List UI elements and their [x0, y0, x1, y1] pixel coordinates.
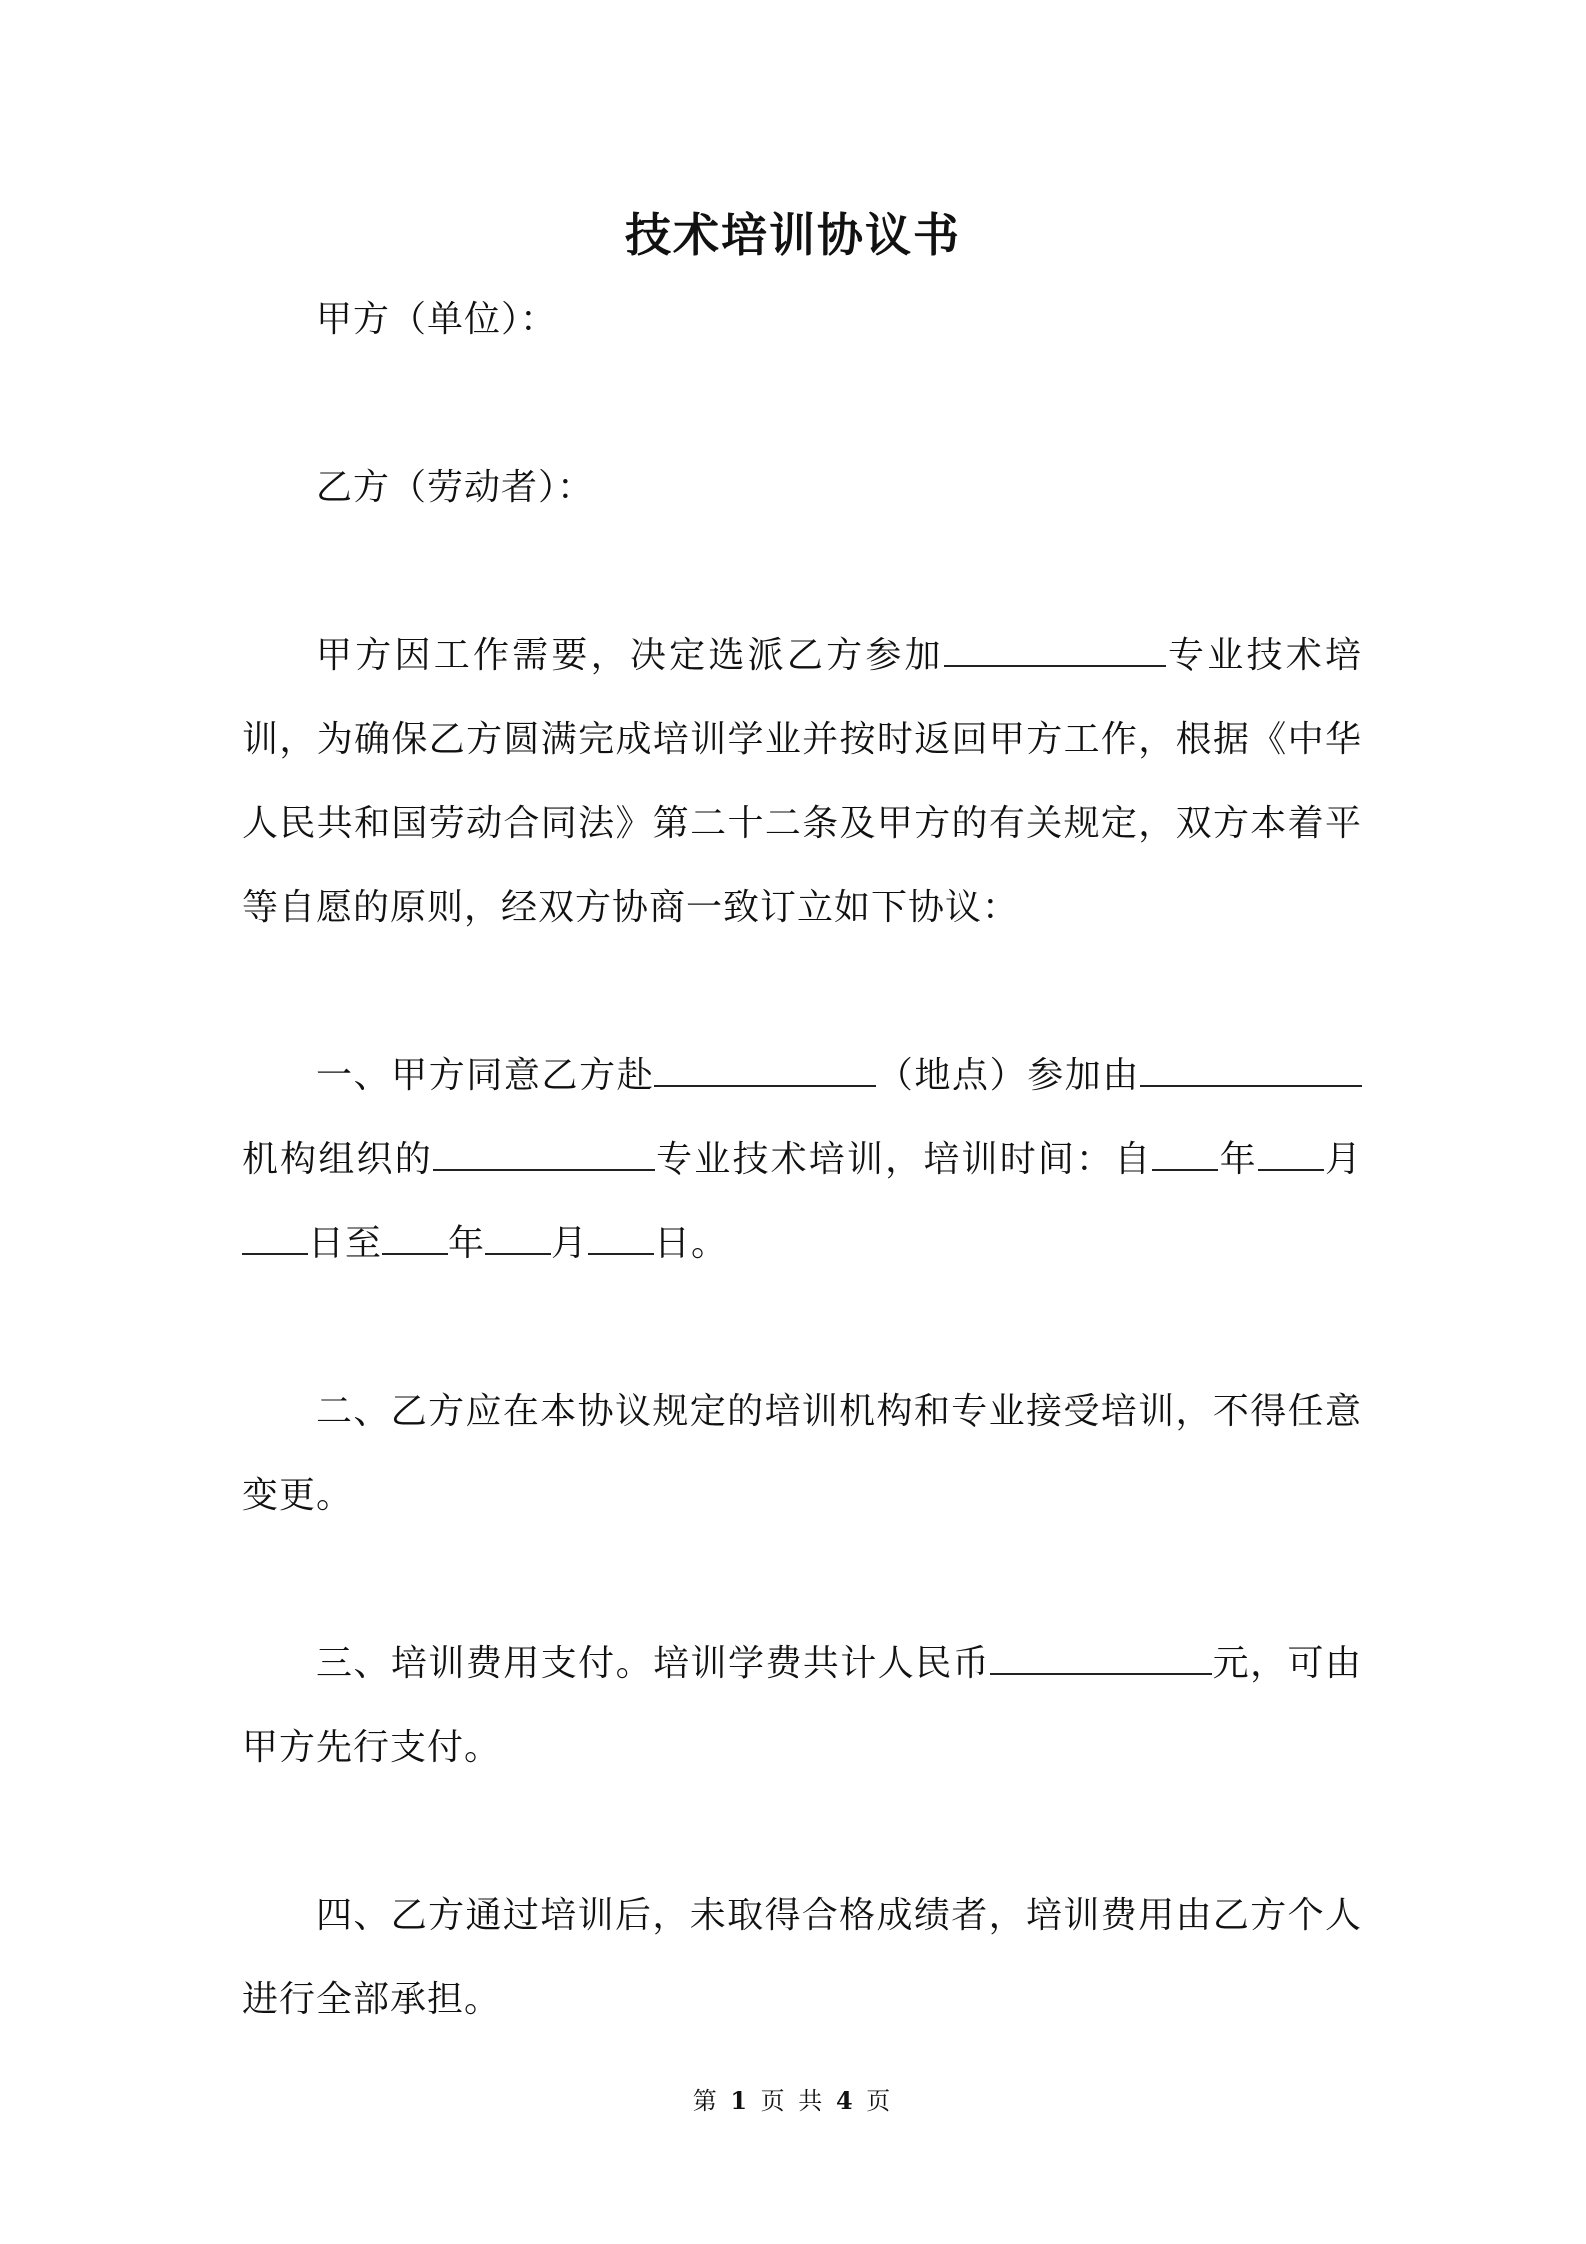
- footer-suffix: 页: [866, 2087, 894, 2115]
- clause-1-paragraph: [242, 1034, 1362, 1286]
- start-year-blank[interactable]: [1152, 1133, 1218, 1171]
- intro-text-1: 甲方因工作需要，决定选派乙方参加: [316, 635, 944, 676]
- party-a-line: 甲方（单位）：: [316, 299, 558, 340]
- clause-2-paragraph: 二、乙方应在本协议规定的培训机构和专业接受培训，不得任意变更。: [242, 1391, 1362, 1516]
- specialty-blank[interactable]: [433, 1133, 655, 1171]
- clause-3-paragraph: [242, 1622, 1362, 1790]
- organizer-blank[interactable]: [1140, 1049, 1362, 1087]
- clause-3-text-1: 三、培训费用支付。培训学费共计人民币: [316, 1643, 991, 1684]
- end-year-blank[interactable]: [382, 1217, 448, 1255]
- footer-mid: 页 共: [760, 2087, 826, 2115]
- clause-1-text-6: 月: [1323, 1139, 1362, 1180]
- intro-paragraph: [242, 614, 1362, 950]
- fee-amount-blank[interactable]: [990, 1637, 1212, 1675]
- clause-1-text-8: 年: [448, 1223, 486, 1264]
- clause-3-text-2: 元，可由甲方先行支付。: [242, 1643, 1362, 1768]
- clause-1-text-9: 月: [551, 1223, 589, 1264]
- training-major-blank[interactable]: [944, 629, 1166, 667]
- clause-1-text-2: （地点）参加由: [876, 1055, 1140, 1096]
- clause-1-text-7: 日至: [308, 1223, 383, 1264]
- clause-1-text-10: 日。: [654, 1223, 729, 1264]
- clause-1-text-5: 年: [1218, 1139, 1258, 1180]
- intro-text-2: 专业技术培训，为确保乙方圆满完成培训学业并按时返回甲方工作，根据《中华人民共和国劳动合同法》第二十二条及甲方的有关规定，双方本着平等自愿的原则，经双方协商一致订立如下协议：: [242, 635, 1362, 928]
- start-day-blank[interactable]: [242, 1217, 308, 1255]
- end-day-blank[interactable]: [588, 1217, 654, 1255]
- footer-prefix: 第: [692, 2087, 720, 2115]
- clause-4-paragraph: 四、乙方通过培训后，未取得合格成绩者，培训费用由乙方个人进行全部承担。: [242, 1895, 1362, 2020]
- clause-1-text-4: 专业技术培训，培训时间：自: [654, 1139, 1153, 1180]
- end-month-blank[interactable]: [485, 1217, 551, 1255]
- location-blank[interactable]: [654, 1049, 876, 1087]
- total-pages-number: 4: [835, 2086, 856, 2115]
- clause-1-text-1: 一、甲方同意乙方赴: [316, 1055, 655, 1096]
- start-month-blank[interactable]: [1258, 1133, 1324, 1171]
- party-b-line: 乙方（劳动者）：: [316, 467, 595, 508]
- document-title: 技术培训协议书: [625, 208, 961, 262]
- clause-1-text-3: 机构组织的: [242, 1139, 433, 1180]
- current-page-number: 1: [730, 2086, 751, 2115]
- page-footer: [0, 2086, 1586, 2116]
